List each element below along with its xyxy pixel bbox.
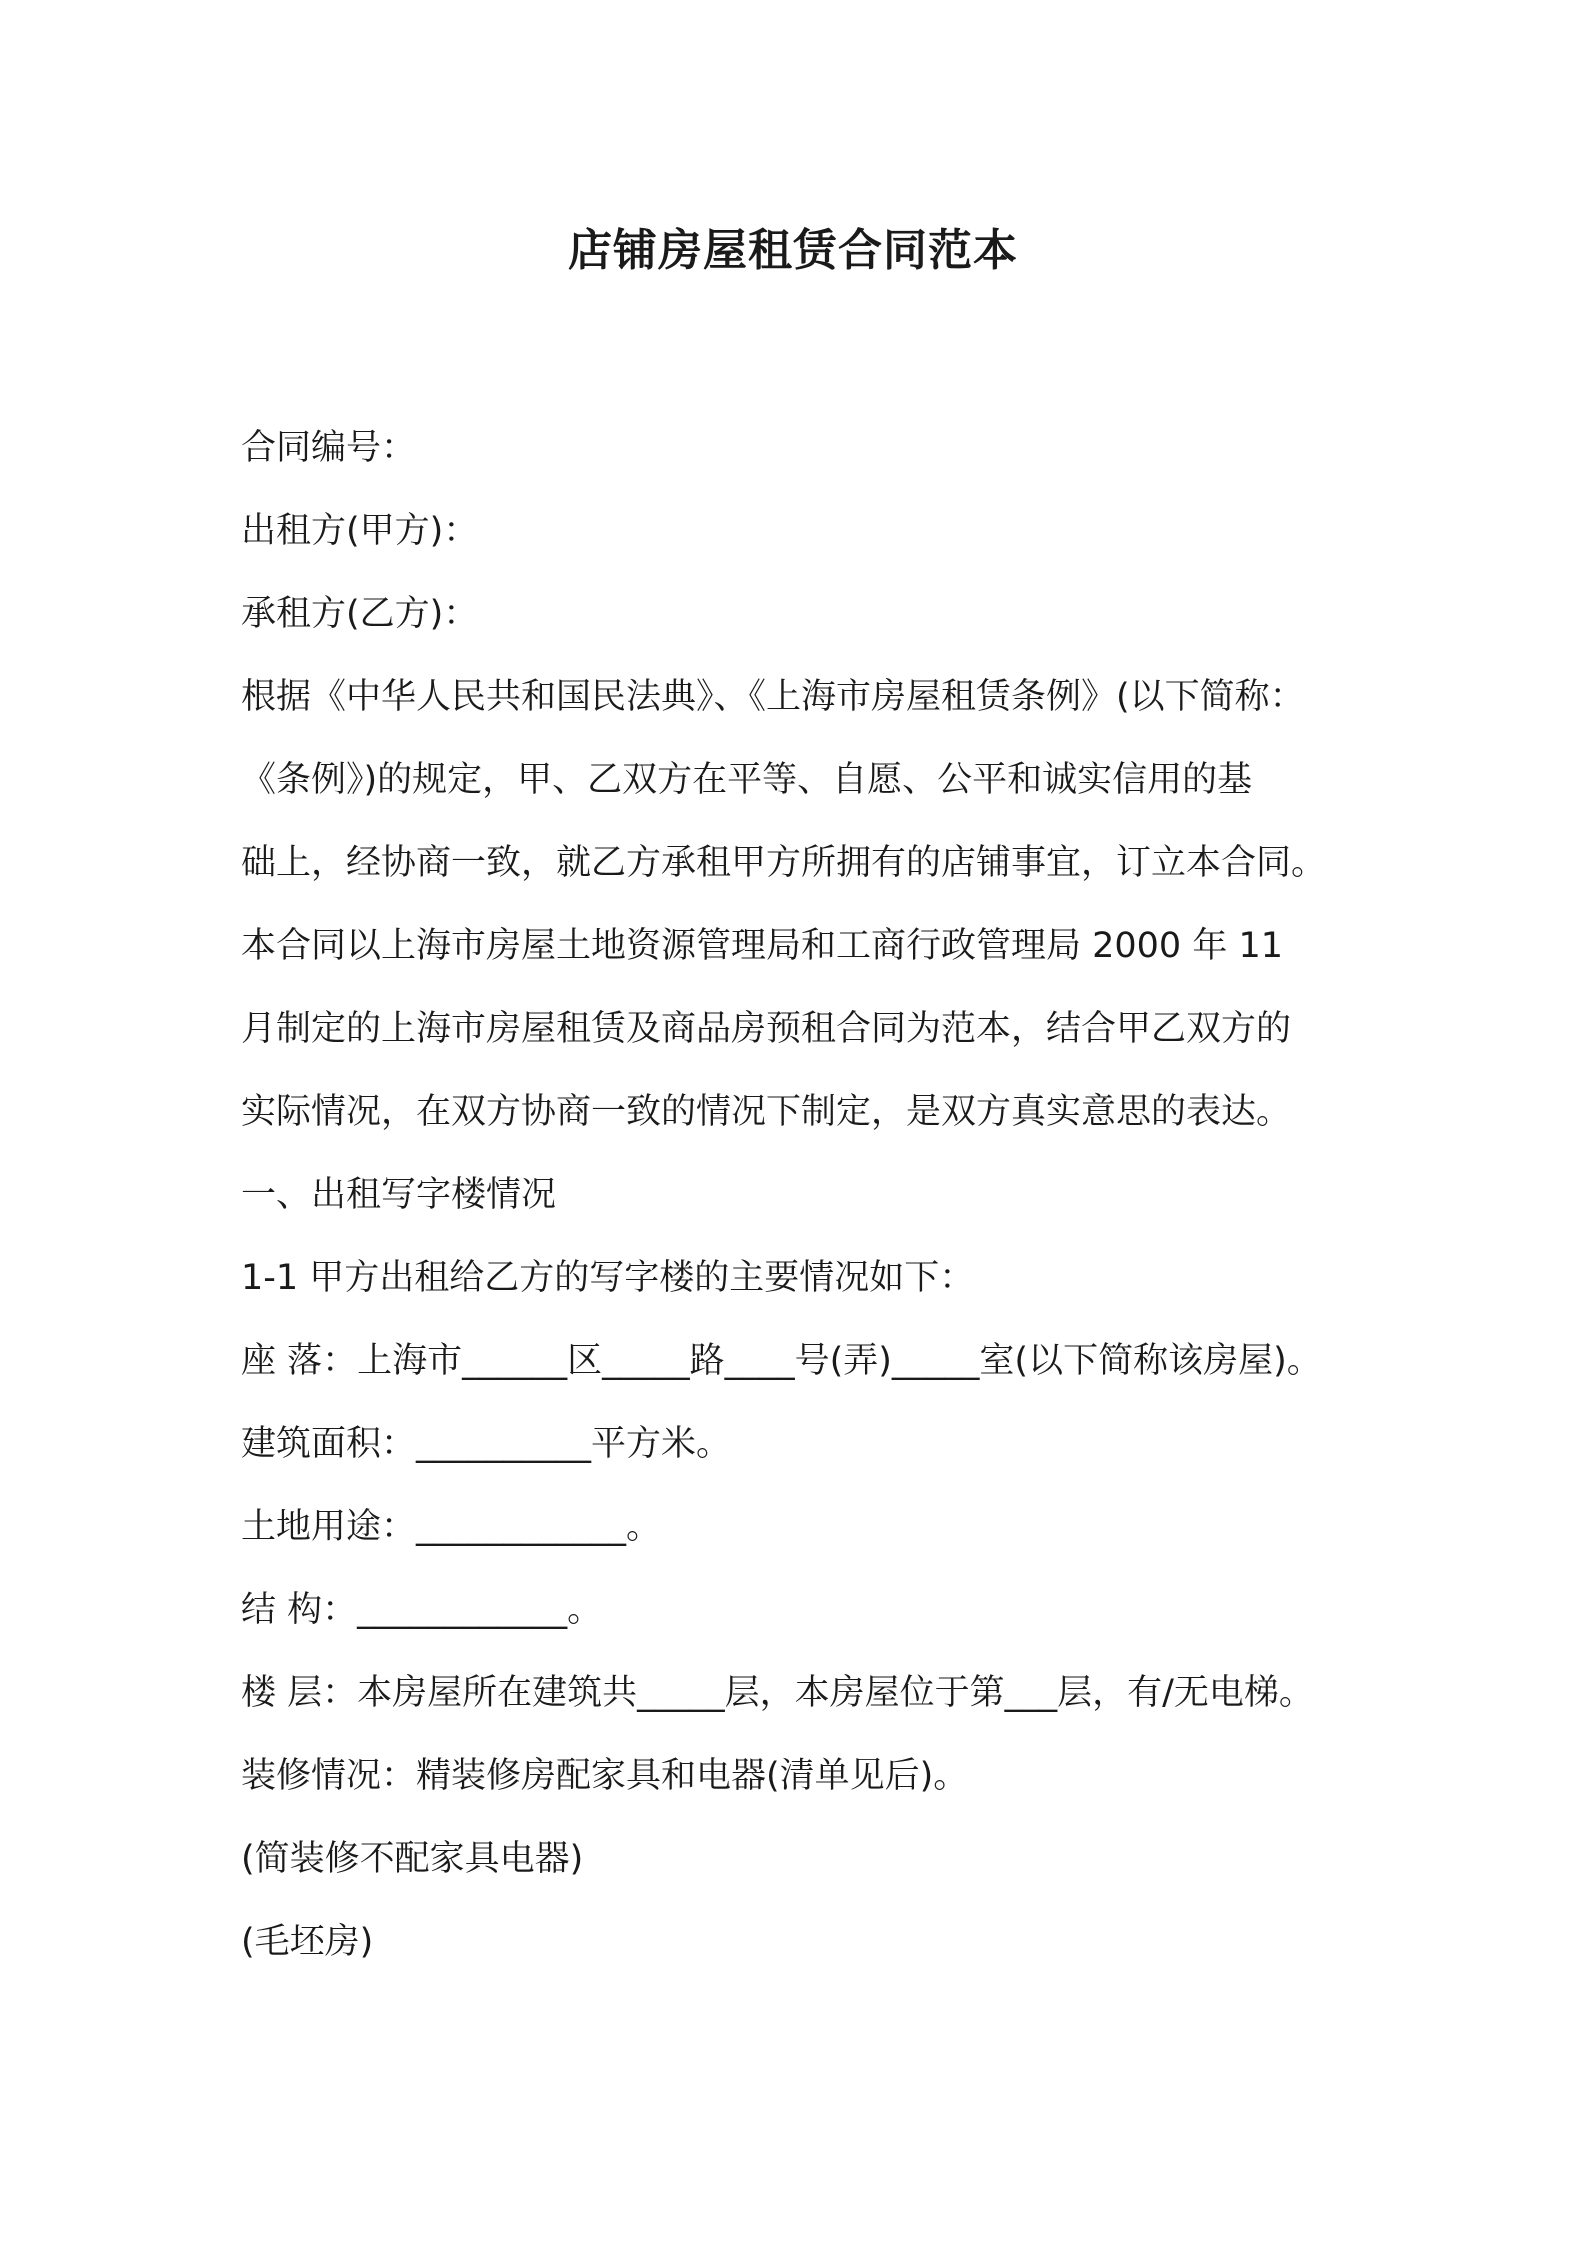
document-title: 店铺房屋租赁合同范本: [568, 225, 1018, 276]
intro-line-1: 根据《中华人民共和国民法典》、《上海市房屋租赁条例》(以下简称：: [241, 677, 1305, 717]
land-use-field: 土地用途：____________。: [241, 1507, 662, 1547]
contract-number-field: 合同编号：: [241, 428, 417, 468]
intro-paragraph: [241, 656, 1361, 905]
option-simple-decoration: (简装修不配家具电器): [241, 1839, 584, 1879]
template-line-3: 实际情况，在双方协商一致的情况下制定，是双方真实意思的表达。: [241, 1092, 1292, 1132]
template-line-2: 月制定的上海市房屋租赁及商品房预租合同为范本，结合甲乙双方的: [241, 1009, 1292, 1049]
lessor-field: 出租方(甲方)：: [241, 511, 479, 551]
section-1-heading: 一、出租写字楼情况: [241, 1175, 557, 1215]
floor-field: 楼 层：本房屋所在建筑共_____层，本房屋位于第___层，有/无电梯。: [241, 1673, 1314, 1713]
intro-line-3: 础上，经协商一致，就乙方承租甲方所拥有的店铺事宜，订立本合同。: [241, 843, 1327, 883]
template-paragraph: [241, 905, 1361, 1154]
intro-line-2: 《条例》)的规定，甲、乙双方在平等、自愿、公平和诚实信用的基: [241, 760, 1253, 800]
structure-field: 结 构：____________。: [241, 1590, 603, 1630]
building-area-field: 建筑面积：__________平方米。: [241, 1424, 732, 1464]
document-body: [241, 407, 1361, 1984]
option-rough-house: (毛坯房): [241, 1922, 374, 1962]
clause-1-1: 1-1 甲方出租给乙方的写字楼的主要情况如下：: [241, 1258, 975, 1298]
lessee-field: 承租方(乙方)：: [241, 594, 479, 634]
decoration-field: 装修情况：精装修房配家具和电器(清单见后)。: [241, 1756, 969, 1796]
location-field: 座 落：上海市______区_____路____号(弄)_____室(以下简称该房屋)。: [241, 1341, 1322, 1381]
template-line-1: 本合同以上海市房屋土地资源管理局和工商行政管理局 2000 年 11: [241, 926, 1283, 966]
